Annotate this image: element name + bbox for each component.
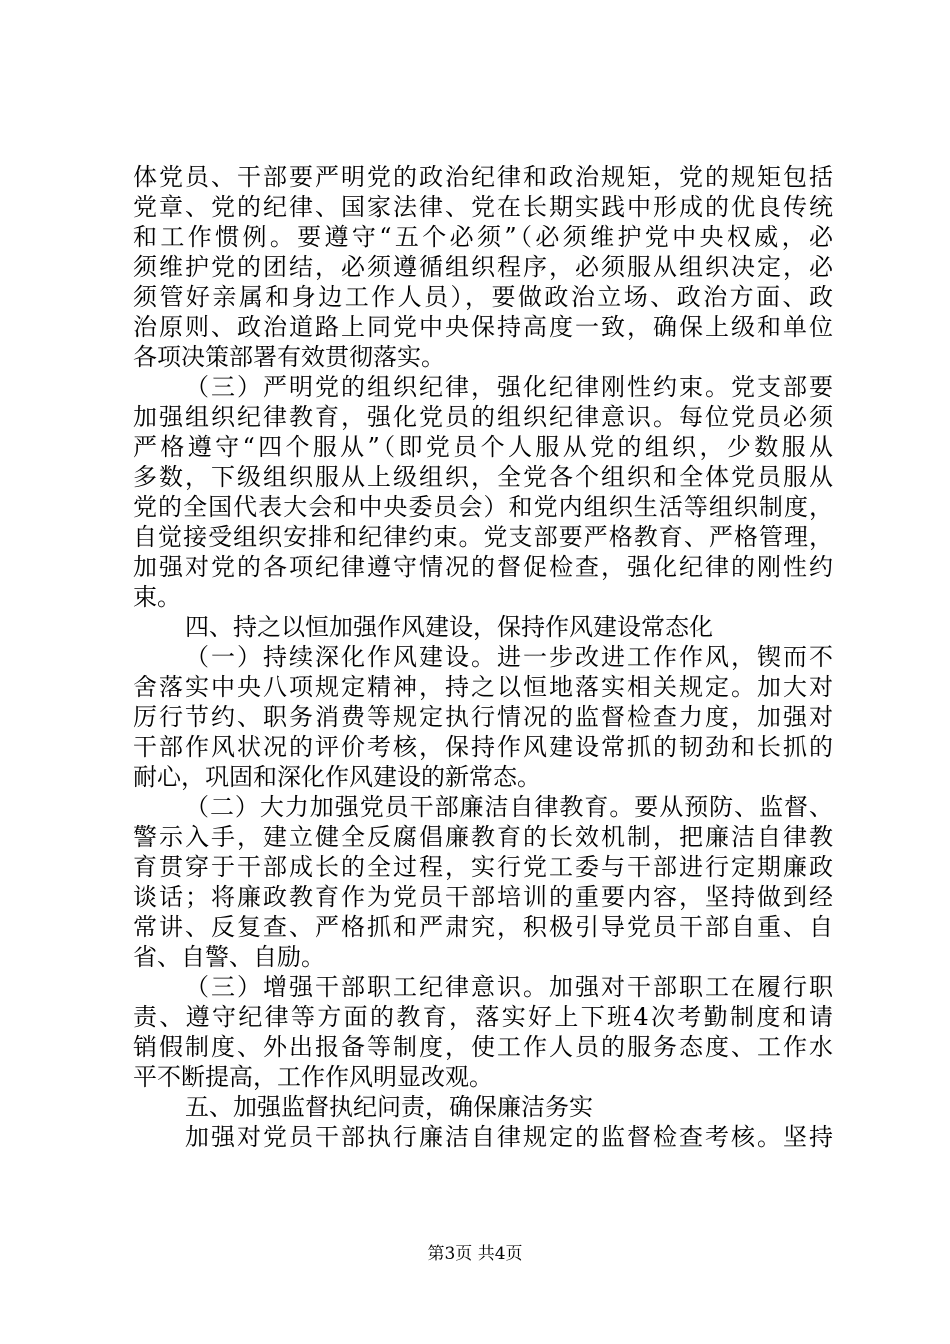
body-line: 销假制度、外出报备等制度，使工作人员的服务态度、工作水 bbox=[133, 1033, 833, 1061]
page-number: 第3页 共4页 bbox=[427, 1244, 523, 1264]
body-line: 常讲、反复查、严格抓和严肃究，积极引导党员干部自重、自 bbox=[133, 913, 833, 941]
body-line: 须维护党的团结，必须遵循组织程序，必须服从组织决定，必 bbox=[133, 253, 833, 281]
paragraph-first-line: （三）增强干部职工纪律意识。加强对干部职工在履行职 bbox=[185, 973, 833, 1001]
body-line: 各项决策部署有效贯彻落实。 bbox=[133, 343, 445, 371]
body-line: 平不断提高，工作作风明显改观。 bbox=[133, 1063, 493, 1091]
body-line: 省、自警、自励。 bbox=[133, 943, 325, 971]
body-line: 干部作风状况的评价考核，保持作风建设常抓的韧劲和长抓的 bbox=[133, 733, 833, 761]
paragraph-first-line: 四、持之以恒加强作风建设，保持作风建设常态化 bbox=[185, 613, 713, 641]
body-line: 严格遵守“四个服从”（即党员个人服从党的组织，少数服从 bbox=[133, 433, 833, 461]
body-line: 治原则、政治道路上同党中央保持高度一致，确保上级和单位 bbox=[133, 313, 833, 341]
body-line: 党章、党的纪律、国家法律、党在长期实践中形成的优良传统 bbox=[133, 193, 833, 221]
body-line: 须管好亲属和身边工作人员），要做政治立场、政治方面、政 bbox=[133, 283, 833, 311]
body-line: 谈话；将廉政教育作为党员干部培训的重要内容，坚持做到经 bbox=[133, 883, 833, 911]
paragraph-first-line: 加强对党员干部执行廉洁自律规定的监督检查考核。坚持 bbox=[185, 1123, 833, 1151]
body-line: 自觉接受组织安排和纪律约束。党支部要严格教育、严格管理， bbox=[133, 523, 833, 551]
body-line: 加强组织纪律教育，强化党员的组织纪律意识。每位党员必须 bbox=[133, 403, 833, 431]
body-line: 厉行节约、职务消费等规定执行情况的监督检查力度，加强对 bbox=[133, 703, 833, 731]
body-line: 多数，下级组织服从上级组织，全党各个组织和全体党员服从 bbox=[133, 463, 833, 491]
paragraph-first-line: 五、加强监督执纪问责，确保廉洁务实 bbox=[185, 1093, 593, 1121]
body-line: 加强对党的各项纪律遵守情况的督促检查，强化纪律的刚性约 bbox=[133, 553, 833, 581]
body-line: 党的全国代表大会和中央委员会）和党内组织生活等组织制度， bbox=[133, 493, 833, 521]
body-line: 体党员、干部要严明党的政治纪律和政治规矩，党的规矩包括 bbox=[133, 163, 833, 191]
paragraph-first-line: （一）持续深化作风建设。进一步改进工作作风，锲而不 bbox=[185, 643, 833, 671]
body-line: 责、遵守纪律等方面的教育，落实好上下班4次考勤制度和请 bbox=[133, 1003, 833, 1031]
body-line: 舍落实中央八项规定精神，持之以恒地落实相关规定。加大对 bbox=[133, 673, 833, 701]
body-line: 警示入手，建立健全反腐倡廉教育的长效机制，把廉洁自律教 bbox=[133, 823, 833, 851]
paragraph-first-line: （三）严明党的组织纪律，强化纪律刚性约束。党支部要 bbox=[185, 373, 833, 401]
body-line: 和工作惯例。要遵守“五个必须”（必须维护党中央权威，必 bbox=[133, 223, 833, 251]
paragraph-first-line: （二）大力加强党员干部廉洁自律教育。要从预防、监督、 bbox=[185, 793, 833, 821]
body-line: 束。 bbox=[133, 583, 181, 611]
body-line: 耐心，巩固和深化作风建设的新常态。 bbox=[133, 763, 541, 791]
body-line: 育贯穿于干部成长的全过程，实行党工委与干部进行定期廉政 bbox=[133, 853, 833, 881]
